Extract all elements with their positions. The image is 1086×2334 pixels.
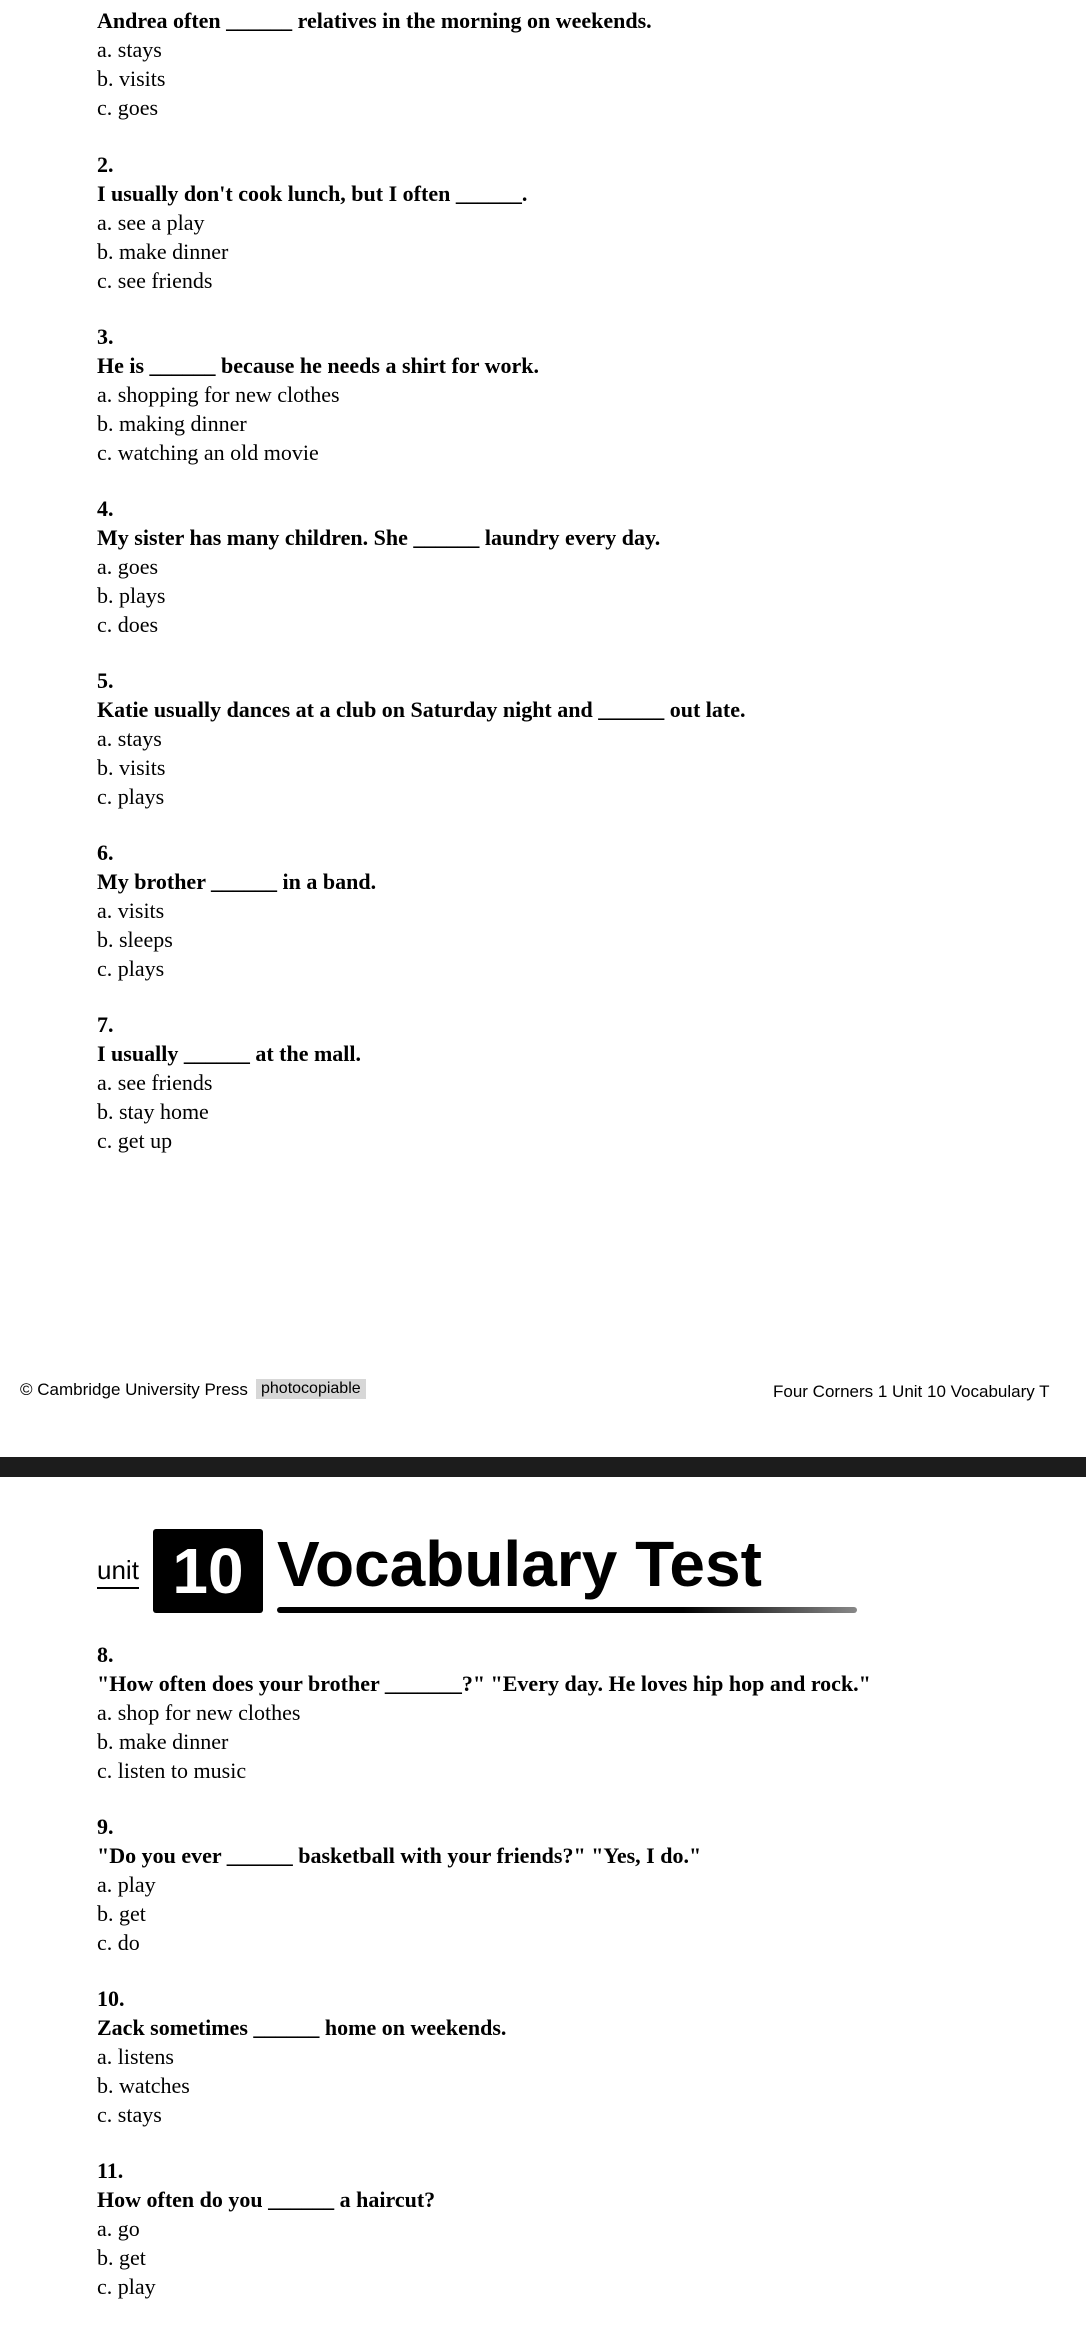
option-b: b. make dinner [97,239,229,264]
question-number: 3. [97,324,114,349]
option-b: b. making dinner [97,411,247,436]
option-c: c. listen to music [97,1758,247,1783]
option-c: c. play [97,2274,156,2299]
page-divider [0,1457,1086,1477]
option-c: c. goes [97,95,159,120]
option-b: b. visits [97,755,166,780]
option-b: b. sleeps [97,927,173,952]
question-number: 9. [97,1814,114,1839]
unit-header [97,1525,797,1615]
question-11 [97,2156,1057,2301]
question-4 [97,494,1057,639]
option-c: c. plays [97,956,165,981]
question-number: 2. [97,152,114,177]
option-b: b. stay home [97,1099,209,1124]
option-c: c. plays [97,784,165,809]
question-number: 11. [97,2158,124,2183]
copyright-text: © Cambridge University Press [20,1380,248,1399]
question-5 [97,666,1057,811]
question-text: He is ______ because he needs a shirt for work. [97,353,540,378]
option-a: a. play [97,1872,156,1897]
question-text: How often do you ______ a haircut? [97,2187,436,2212]
unit-number: 10 [153,1529,263,1613]
question-text: "How often does your brother _______?" "Every day. He loves hip hop and rock." [97,1671,871,1696]
option-c: c. does [97,612,159,637]
option-a: a. stays [97,726,162,751]
option-a: a. see friends [97,1070,213,1095]
question-number: 6. [97,840,114,865]
question-7 [97,1010,1057,1155]
option-c: c. do [97,1930,140,1955]
question-text: "Do you ever ______ basketball with your friends?" "Yes, I do." [97,1843,702,1868]
option-a: a. shopping for new clothes [97,382,340,407]
question-8 [97,1640,1057,1785]
page-title: Vocabulary Test [277,1528,762,1600]
option-a: a. stays [97,37,162,62]
question-number: 4. [97,496,114,521]
option-a: a. see a play [97,210,205,235]
question-10 [97,1984,1057,2129]
question-text: I usually don't cook lunch, but I often ______. [97,181,528,206]
unit-label: unit [97,1555,139,1589]
option-b: b. watches [97,2073,190,2098]
option-a: a. goes [97,554,159,579]
question-number: 7. [97,1012,114,1037]
question-number: 10. [97,1986,125,2011]
option-b: b. visits [97,66,166,91]
option-a: a. visits [97,898,165,923]
question-text: Katie usually dances at a club on Saturday night and ______ out late. [97,697,746,722]
question-text: I usually ______ at the mall. [97,1041,362,1066]
option-b: b. make dinner [97,1729,229,1754]
question-2 [97,150,1057,295]
question-3 [97,322,1057,467]
option-a: a. go [97,2216,140,2241]
footer-course-title: Four Corners 1 Unit 10 Vocabulary T [773,1382,1050,1401]
question-number: 5. [97,668,114,693]
option-c: c. see friends [97,268,213,293]
option-c: c. get up [97,1128,173,1153]
option-a: a. shop for new clothes [97,1700,301,1725]
option-c: c. watching an old movie [97,440,319,465]
question-9 [97,1812,1057,1957]
question-text: Zack sometimes ______ home on weekends. [97,2015,507,2040]
option-b: b. get [97,1901,146,1926]
option-c: c. stays [97,2102,162,2127]
photocopiable-badge: photocopiable [256,1379,366,1399]
question-text: My sister has many children. She ______ laundry every day. [97,525,661,550]
question-1 [97,6,1057,122]
option-a: a. listens [97,2044,174,2069]
question-text: My brother ______ in a band. [97,869,377,894]
title-underline [277,1607,857,1613]
question-number: 8. [97,1642,114,1667]
question-text: Andrea often ______ relatives in the morning on weekends. [97,8,652,33]
option-b: b. get [97,2245,146,2270]
option-b: b. plays [97,583,166,608]
question-6 [97,838,1057,983]
page-footer [0,1378,1086,1402]
